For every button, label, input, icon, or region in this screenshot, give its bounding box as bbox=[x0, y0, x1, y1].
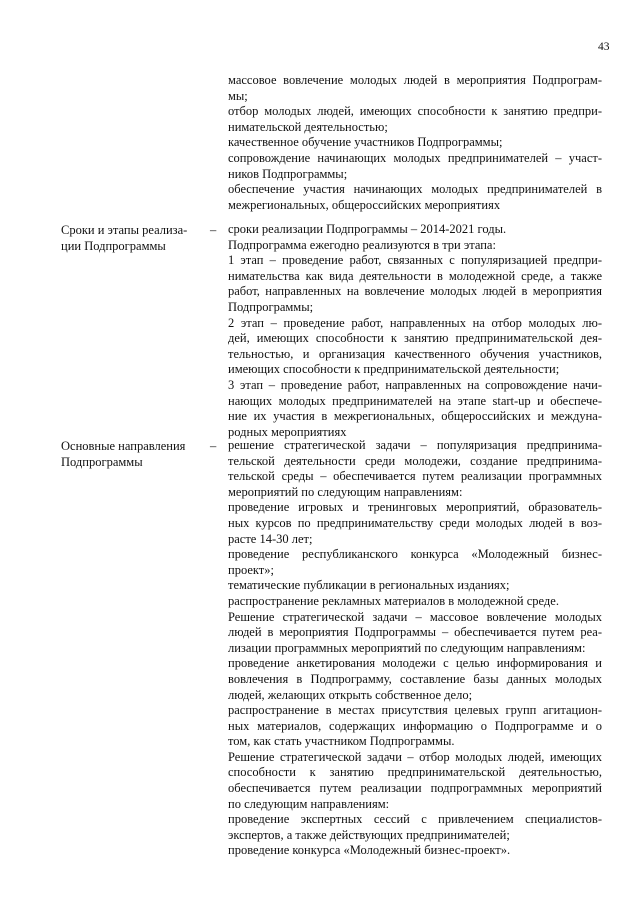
text-line: Решение стратегической задачи – отбор молодых людей, имеющих bbox=[228, 749, 602, 764]
text-line: проведение игровых и тренинговых мероприятий, образователь- bbox=[228, 500, 602, 515]
text-line: обеспечение участия начинающих молодых предпринимателей в bbox=[228, 182, 602, 197]
text-line: 3 этап – проведение работ, направленных на сопровождение начи- bbox=[228, 377, 602, 392]
text-line: нимательской деятельностью; bbox=[228, 119, 388, 134]
text-line: массовое вовлечение молодых людей в мероприятия Подпрограм- bbox=[228, 73, 602, 87]
text-line: 2 этап – проведение работ, направленных на отбор молодых лю- bbox=[228, 315, 602, 330]
text-line: решение стратегической задачи – популяризация предпринима- bbox=[228, 438, 602, 452]
text-line: имеющих способности к предпринимательской деятельности; bbox=[228, 362, 560, 377]
text-line: том, как стать участником Подпрограммы. bbox=[228, 734, 455, 749]
text-line: проведение анкетирования молодежи с целью информирования и bbox=[228, 656, 602, 671]
text-line: ных материалов, содержащих информацию о Подпрограмме и о bbox=[228, 718, 602, 733]
text-line: тельской деятельности среди молодежи, создание предпринима- bbox=[228, 453, 602, 468]
text-line: способности к занятию предпринимательской деятельностью, bbox=[228, 765, 602, 780]
section-text bbox=[228, 438, 602, 859]
text-line: тематические публикации в региональных изданиях; bbox=[228, 578, 510, 593]
label-line: ции Подпрограммы bbox=[61, 239, 166, 253]
text-line: межрегиональных, общероссийских мероприятиях bbox=[228, 197, 501, 212]
page-number: 43 bbox=[598, 41, 610, 53]
text-line: Подпрограмма ежегодно реализуются в три этапа: bbox=[228, 237, 496, 252]
text-line: ние их участия в межрегиональных, общероссийских и междуна- bbox=[228, 409, 602, 424]
text-line: распространение рекламных материалов в молодежной среде. bbox=[228, 593, 559, 608]
section-text bbox=[228, 73, 602, 213]
text-line: ных курсов по предпринимательству среди молодых людей в воз- bbox=[228, 515, 602, 530]
text-line: по следующим направлениям: bbox=[228, 796, 390, 811]
section-label bbox=[61, 222, 201, 254]
section-text bbox=[228, 222, 602, 440]
text-line: Подпрограммы; bbox=[228, 299, 314, 314]
text-line: Решение стратегической задачи – массовое вовлечение молодых bbox=[228, 609, 602, 624]
text-line: мероприятий по следующим направлениям: bbox=[228, 484, 463, 499]
section-dash: – bbox=[210, 223, 217, 237]
label-line: Сроки и этапы реализа- bbox=[61, 223, 188, 237]
text-line: нающих молодых предпринимателей на этапе start-up и обеспече- bbox=[228, 393, 602, 408]
text-line: мы; bbox=[228, 88, 248, 103]
text-line: расте 14-30 лет; bbox=[228, 531, 313, 546]
section-dash: – bbox=[210, 439, 217, 453]
text-line: людей, желающих открыть собственное дело; bbox=[228, 687, 473, 702]
text-line: проведение республиканского конкурса «Молодежный бизнес- bbox=[228, 547, 602, 562]
section-label bbox=[61, 438, 201, 470]
text-line: сроки реализации Подпрограммы – 2014-2021 годы. bbox=[228, 222, 507, 236]
text-line: проведение конкурса «Молодежный бизнес-проект». bbox=[228, 843, 511, 858]
text-line: лизации программных мероприятий по следующим направлениям: bbox=[228, 640, 586, 655]
text-line: проведение экспертных сессий с привлечением специалистов- bbox=[228, 812, 602, 827]
label-line: Подпрограммы bbox=[61, 455, 143, 469]
text-line: экспертов, а также действующих предпринимателей; bbox=[228, 827, 510, 842]
label-line: Основные направления bbox=[61, 439, 186, 453]
text-line: тельской среды – обеспечивается путем реализации программных bbox=[228, 469, 602, 484]
text-line: обеспечивается путем реализации подпрограммных мероприятий bbox=[228, 781, 602, 796]
text-line: дей, имеющих способности к занятию предпринимательской дея- bbox=[228, 331, 602, 346]
text-line: нимательства как вида деятельности в молодежной среде, а также bbox=[228, 268, 602, 283]
text-line: проект»; bbox=[228, 562, 274, 577]
text-line: сопровождение начинающих молодых предпринимателей – участ- bbox=[228, 150, 602, 165]
text-line: отбор молодых людей, имеющих способности к занятию предпри- bbox=[228, 104, 602, 119]
text-line: качественное обучение участников Подпрограммы; bbox=[228, 135, 503, 150]
text-line: распространение в местах присутствия целевых групп агитацион- bbox=[228, 703, 602, 718]
text-line: тельностью, и организация качественного обучения участников, bbox=[228, 346, 602, 361]
text-line: 1 этап – проведение работ, связанных с популяризацией предпри- bbox=[228, 253, 602, 268]
text-line: людей в мероприятия Подпрограммы – обеспечивается путем реа- bbox=[228, 625, 602, 640]
text-line: ников Подпрограммы; bbox=[228, 166, 348, 181]
text-line: вовлечения в Подпрограмму, составление базы данных молодых bbox=[228, 671, 602, 686]
text-line: работ, направленных на вовлечение молодых людей в мероприятия bbox=[228, 284, 602, 299]
text-line: родных мероприятиях bbox=[228, 424, 347, 439]
